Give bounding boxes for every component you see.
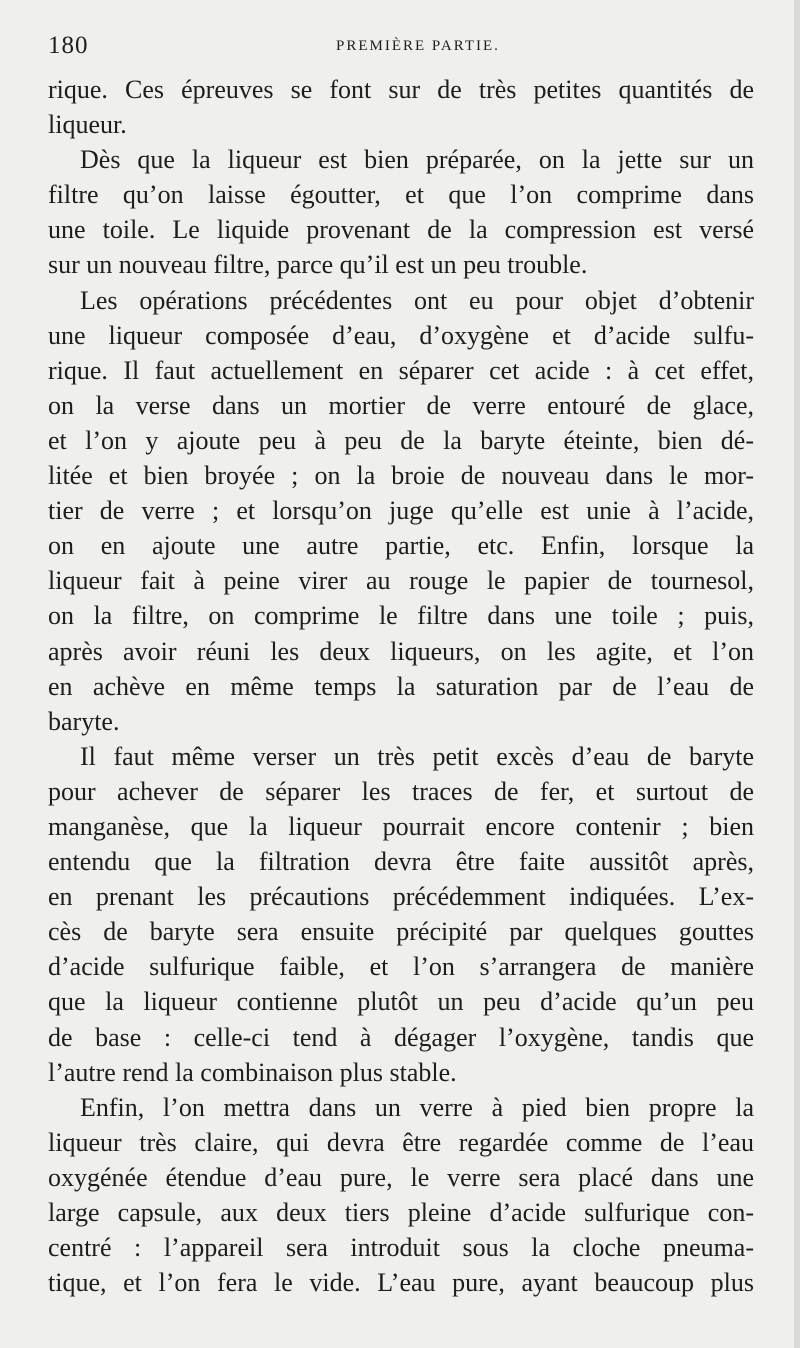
text-line: en achève en même temps la saturation par de l’eau de [48,671,754,701]
text-line: en prenant les précautions précédemment indiquées. L’ex- [48,882,754,912]
text-line: une liqueur composée d’eau, d’oxygène et d’acide sulfu- [48,320,754,350]
text-line: filtre qu’on laisse égoutter, et que l’on comprime dans [48,180,754,210]
text-line: baryte. [48,706,120,736]
page-number: 180 [48,32,89,59]
text-line: large capsule, aux deux tiers pleine d’acide sulfurique con- [48,1198,754,1227]
text-line: liqueur. [48,110,127,140]
running-head: PREMIÈRE PARTIE. [336,38,500,54]
text-line: manganèse, que la liqueur pourrait encore contenir ; bien [48,811,754,841]
text-line: centré : l’appareil sera introduit sous la cloche pneuma- [48,1233,754,1263]
text-line: une toile. Le liquide provenant de la compression est versé [48,215,754,245]
text-line: tier de verre ; et lorsqu’on juge qu’elle est unie à l’acide, [48,496,754,526]
text-line: rique. Il faut actuellement en séparer cet acide : à cet effet, [48,355,754,385]
text-line: après avoir réuni les deux liqueurs, on les agite, et l’on [48,636,754,666]
text-line: liqueur très claire, qui devra être regardée comme de l’eau [48,1127,754,1157]
text-line: Il faut même verser un très petit excès d’eau de baryte [80,741,754,771]
body-text [48,72,754,1300]
text-line: sur un nouveau filtre, parce qu’il est un peu trouble. [48,250,588,280]
text-line: entendu que la filtration devra être faite aussitôt après, [48,847,754,877]
text-line: liqueur fait à peine virer au rouge le papier de tournesol, [48,566,754,596]
text-line: Dès que la liqueur est bien préparée, on la jette sur un [80,145,754,175]
text-line: on la filtre, on comprime le filtre dans une toile ; puis, [48,601,754,631]
text-line: pour achever de séparer les traces de fer, et surtout de [48,776,754,806]
text-line: cès de baryte sera ensuite précipité par quelques gouttes [48,917,754,947]
text-line: et l’on y ajoute peu à peu de la baryte éteinte, bien dé- [48,425,754,455]
text-line: Les opérations précédentes ont eu pour objet d’obtenir [80,285,754,315]
page-header [48,32,748,64]
text-line: on la verse dans un mortier de verre entouré de glace, [48,390,754,420]
text-line: l’autre rend la combinaison plus stable. [48,1057,457,1087]
text-line: d’acide sulfurique faible, et l’on s’arrangera de manière [48,952,754,982]
text-line: on en ajoute une autre partie, etc. Enfin, lorsque la [48,531,754,561]
text-line: oxygénée étendue d’eau pure, le verre sera placé dans une [48,1162,754,1192]
text-line: litée et bien broyée ; on la broie de nouveau dans le mor- [48,461,754,491]
text-line: tique, et l’on fera le vide. L’eau pure, ayant beaucoup plus [48,1268,754,1298]
text-line: de base : celle-ci tend à dégager l’oxygène, tandis que [48,1022,754,1052]
text-line: Enfin, l’on mettra dans un verre à pied bien propre la [80,1092,754,1122]
text-line: que la liqueur contienne plutôt un peu d’acide qu’un peu [48,987,754,1017]
text-line: rique. Ces épreuves se font sur de très petites quantités de [48,75,754,104]
